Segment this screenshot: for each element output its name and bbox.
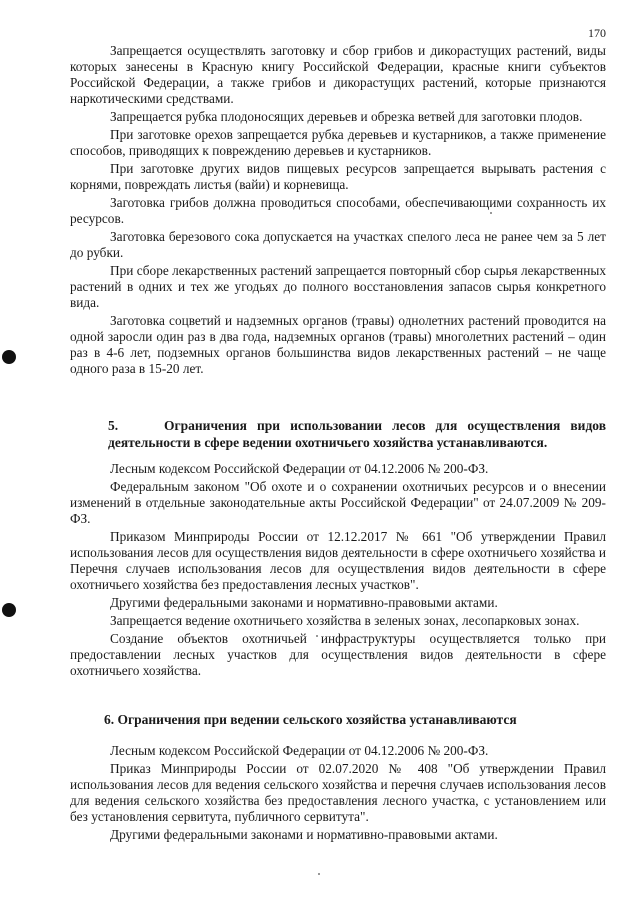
- paragraph: Создание объектов охотничьей инфраструктуры осуществляется только при предоставлении лесных участков для осуществления видов деятельности в сфере охотничьего хозяйства.: [70, 631, 606, 678]
- paragraph: Запрещается ведение охотничьего хозяйства в зеленых зонах, лесопарковых зонах.: [110, 613, 580, 628]
- section-5-heading: [108, 417, 606, 451]
- page-number: 170: [588, 26, 606, 40]
- paragraph: Запрещается рубка плодоносящих деревьев и обрезка ветвей для заготовки плодов.: [110, 109, 583, 124]
- paragraph: Другими федеральными законами и нормативно-правовыми актами.: [110, 595, 498, 610]
- section-6-heading: 6. Ограничения при ведении сельского хозяйства устанавливаются: [104, 712, 517, 727]
- section-6-body: [70, 743, 606, 845]
- paragraph: Федеральным законом "Об охоте и о сохранении охотничьих ресурсов и о внесении изменений в отдельные законодательные акты Российской Федерации" от 24.07.2009 № 209-ФЗ.: [70, 479, 606, 526]
- paragraph: Заготовка грибов должна проводиться способами, обеспечивающими сохранность их ресурсов.: [70, 195, 606, 226]
- paragraph: При заготовке орехов запрещается рубка деревьев и кустарников, а также применение способов, приводящих к повреждению деревьев и кустарников.: [70, 127, 606, 158]
- paragraph: Заготовка соцветий и надземных органов (травы) однолетних растений проводится на одной заросли один раз в два года, надземных органов (травы) многолетних растений – один раз в 4-6 лет, подземных органов большинства видов лекарственных растений – не чаще одного раза в 15-20 лет.: [70, 313, 606, 376]
- paragraph: Запрещается осуществлять заготовку и сбор грибов и дикорастущих растений, виды которых занесены в Красную книгу Российской Федерации, красные книги субъектов Российской Федерации, а также грибов и дикорастущих растений, которые признаются наркотическими средствами.: [70, 43, 606, 106]
- section-5-number: 5.: [108, 418, 119, 433]
- punch-hole: [2, 603, 16, 617]
- paragraph: Приказом Минприроды России от 12.12.2017 № 661 "Об утверждении Правил использования лесов для осуществления видов деятельности в сфере охотничьего хозяйства и Перечня случаев использования лесов для осуществления видов деятельности в сфере охотничьего хозяйства без предоставления лесных участков".: [70, 529, 606, 592]
- punch-hole: [2, 350, 16, 364]
- paragraph: Лесным кодексом Российской Федерации от 04.12.2006 № 200-ФЗ.: [110, 743, 489, 758]
- top-text-block: [70, 43, 606, 379]
- paragraph: Заготовка березового сока допускается на участках спелого леса не ранее чем за 5 лет до рубки.: [70, 229, 606, 260]
- section-5-title: Ограничения при использовании лесов для осуществления видов деятельности в сфере ведении охотничьего хозяйства устанавливаются.: [108, 418, 606, 450]
- paragraph: При заготовке других видов пищевых ресурсов запрещается вырывать растения с корнями, повреждать листья (вайи) и корневища.: [70, 161, 606, 192]
- paragraph: При сборе лекарственных растений запрещается повторный сбор сырья лекарственных растений в одних и тех же угодьях до полного восстановления запасов сырья конкретного вида.: [70, 263, 606, 310]
- paragraph: Другими федеральными законами и нормативно-правовыми актами.: [110, 827, 498, 842]
- scan-speck: [318, 873, 320, 875]
- paragraph: Приказ Минприроды России от 02.07.2020 № 408 "Об утверждении Правил использования лесов для ведения сельского хозяйства и перечня случаев использования лесов для ведения сельского хозяйства без предоставления лесного участка, с установлением или без установления сервитута, публичного сервитута".: [70, 761, 606, 824]
- section-5-body: [70, 461, 606, 681]
- paragraph: Лесным кодексом Российской Федерации от 04.12.2006 № 200-ФЗ.: [110, 461, 489, 476]
